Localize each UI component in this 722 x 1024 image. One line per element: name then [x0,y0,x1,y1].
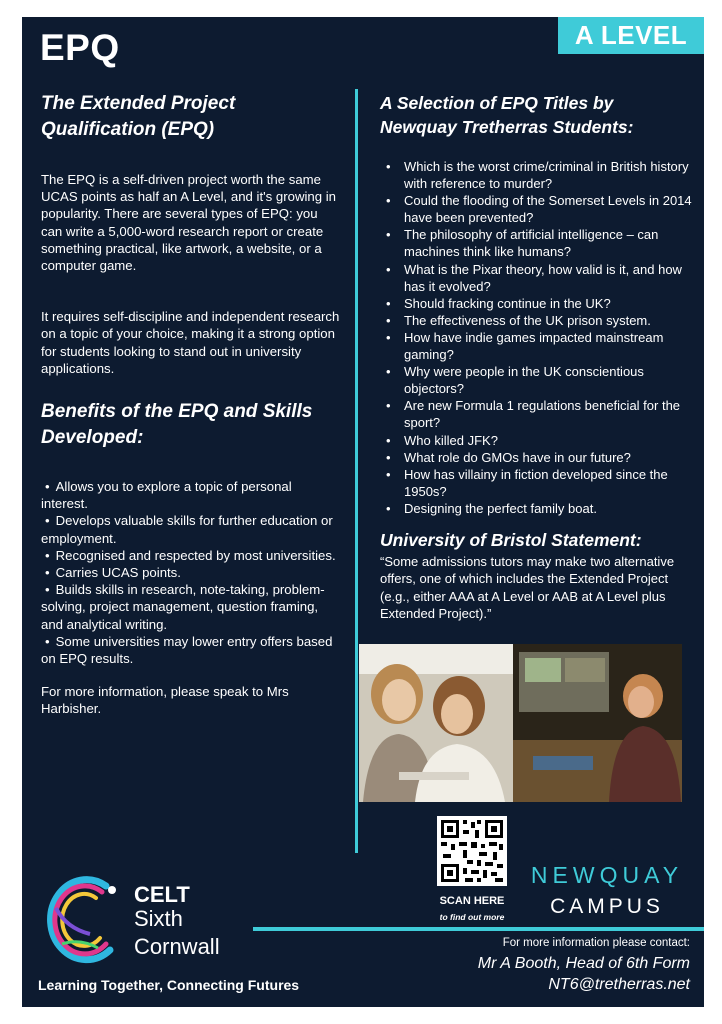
list-item: • Why were people in the UK conscientious objectors? [380,363,692,397]
right-column [380,91,692,622]
classroom-photo [513,644,682,802]
flyer-page [22,17,704,1007]
contact-email[interactable]: NT6@tretherras.net [548,976,690,993]
list-item: • Designing the perfect family boat. [380,500,692,517]
titles-heading: A Selection of EPQ Titles by Newquay Tretherras Students: [380,93,634,137]
bristol-heading: University of Bristol Statement: [380,529,642,550]
scan-here-label: SCAN HERE [439,895,505,907]
bristol-statement: “Some admissions tutors may make two alternative offers, one of which includes the Extended Project (e.g., either AAA at A Level or AAB at A Level plus Extended Project).” [380,553,675,621]
left-column [41,91,341,718]
celt-logo-icon [36,868,130,968]
list-item: • The effectiveness of the UK prison system. [380,312,692,329]
contact-name: Mr A Booth, Head of 6th Form [477,955,690,972]
list-item: • Builds skills in research, note-taking, problem-solving, project management, question framing, and analytical writing. [41,581,341,633]
contact-intro: For more information please contact: [502,937,690,949]
list-item: • Should fracking continue in the UK? [380,295,692,312]
benefits-list [41,478,341,667]
scan-subtext: to find out more [439,912,505,922]
intro-paragraph: The EPQ is a self-driven project worth the same UCAS points as half an A Level, and it's growing in popularity. There are several types of EPQ: you can write a 5,000-word research report or create something practical, like artwork, a website, or a computer game. [41,172,337,274]
column-divider [355,89,358,853]
campus-name: NEWQUAY [530,862,684,888]
list-item: • Allows you to explore a topic of personal interest. [41,478,341,512]
more-info-text: For more information, please speak to Mrs Harbisher. [41,684,289,717]
list-item: • What is the Pixar theory, how valid is it, and how has it evolved? [380,261,692,295]
logo-text-cornwall: Cornwall [134,934,220,959]
level-badge: A LEVEL [558,17,704,54]
list-item: • The philosophy of artificial intelligence – can machines think like humans? [380,226,692,260]
campus-label: CAMPUS [550,895,664,918]
list-item: • How has villainy in fiction developed since the 1950s? [380,466,692,500]
list-item: • Are new Formula 1 regulations beneficial for the sport? [380,397,692,431]
list-item: • Could the flooding of the Somerset Levels in 2014 have been prevented? [380,192,692,226]
footer-divider [253,927,704,931]
tagline: Learning Together, Connecting Futures [38,977,300,993]
students-photo [359,644,513,802]
list-item: • How have indie games impacted mainstream gaming? [380,329,692,363]
list-item: • Develops valuable skills for further education or employment. [41,512,341,546]
logo-text-sixth: Sixth [134,906,183,931]
list-item: • Recognised and respected by most universities. [41,547,341,564]
list-item: • Carries UCAS points. [41,564,341,581]
list-item: • Who killed JFK? [380,432,692,449]
list-item: • Which is the worst crime/criminal in British history with reference to murder? [380,158,692,192]
list-item: • Some universities may lower entry offers based on EPQ results. [41,633,341,667]
page-title: EPQ [40,27,120,68]
logo-text-celt: CELT [134,882,190,907]
discipline-paragraph: It requires self-discipline and independent research on a topic of your choice, making it a strong option for students looking to stand out in university applications. [41,309,340,376]
list-item: • What role do GMOs have in our future? [380,449,692,466]
benefits-heading: Benefits of the EPQ and Skills Developed: [41,401,313,449]
qr-code-icon[interactable] [437,816,507,886]
epq-heading: The Extended Project Qualification (EPQ) [41,93,236,140]
titles-list [380,158,692,517]
